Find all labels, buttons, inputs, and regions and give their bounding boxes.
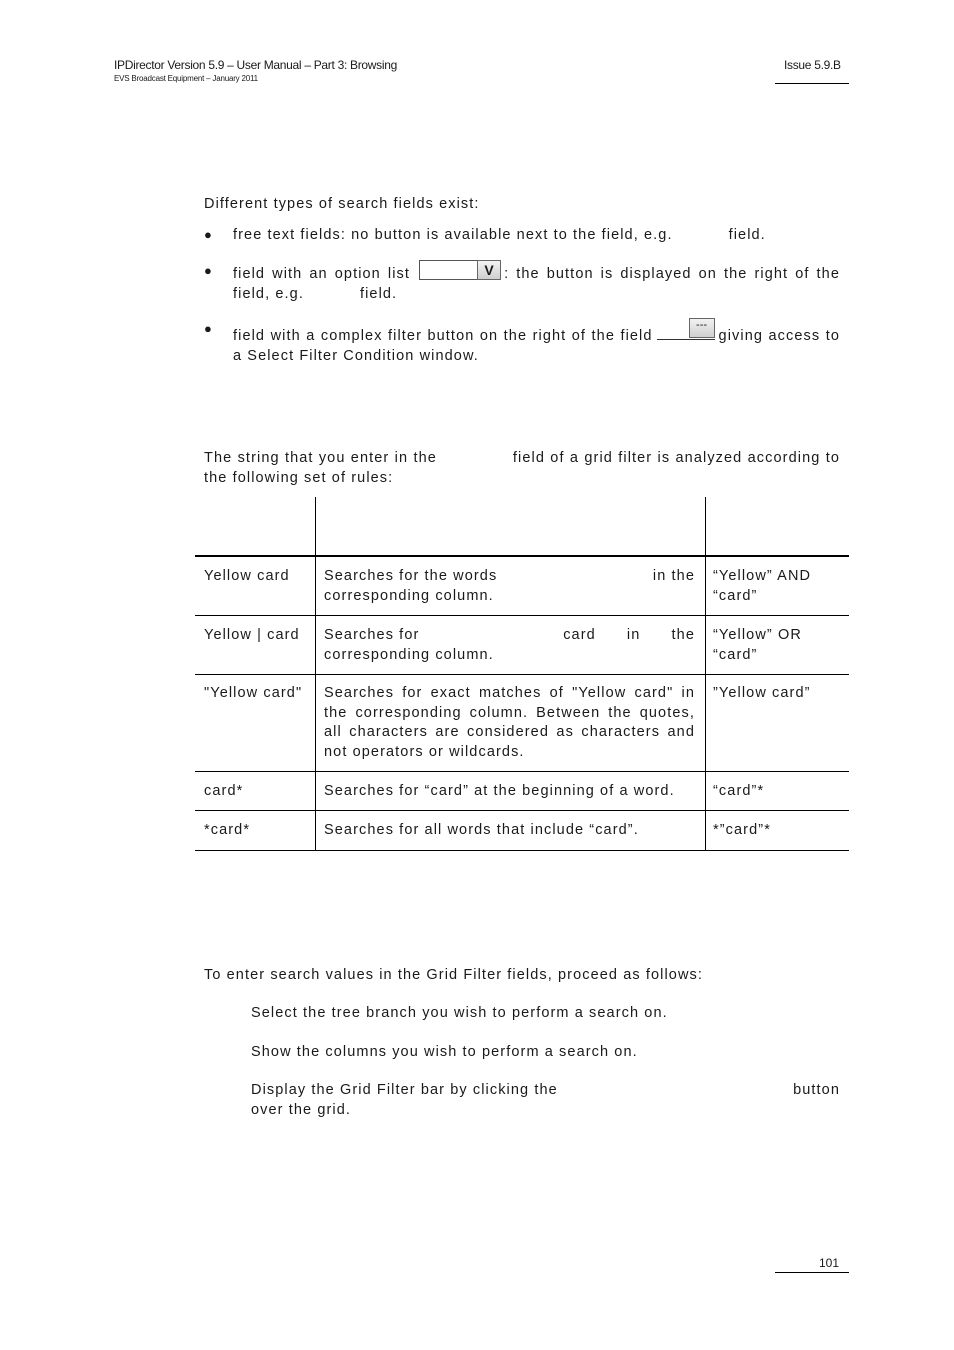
bullet-option-list-post: : the button is displayed on the right of the field, e.g.: [233, 266, 841, 302]
header-issue: Issue 5.9.B: [784, 58, 841, 72]
bullet-option-list: [233, 262, 840, 304]
bullet-free-text: [233, 226, 840, 246]
rule-input: *card*: [204, 822, 251, 838]
procedure-step: Select the tree branch you wish to perform a search on.: [251, 1005, 668, 1021]
rule-description: [324, 567, 695, 606]
bullet-icon: ●: [204, 321, 212, 336]
rule-description: Searches for exact matches of "Yellow card" in the corresponding column. Between the quotes, all characters are considered as characters and not operators or wildcards.: [324, 685, 695, 760]
bullet-complex-filter-pre: field with a complex filter button on the right of the field: [233, 328, 653, 344]
footer-rule: [775, 1272, 849, 1273]
rule-description-pre: Searches for the words: [324, 568, 498, 584]
complex-filter-field-icon: [657, 320, 715, 342]
rules-intro: [204, 449, 840, 488]
complex-filter-button-icon: ---: [689, 318, 715, 338]
bullet-option-list-pre: field with an option list: [233, 266, 411, 282]
rule-example: *”card”*: [713, 822, 771, 838]
procedure-step: Show the columns you wish to perform a search on.: [251, 1044, 638, 1060]
procedure-step-line2: over the grid.: [251, 1101, 352, 1118]
table-row-divider: [195, 674, 849, 675]
bullet-icon: ●: [204, 227, 212, 242]
procedure-intro: To enter search values in the Grid Filter fields, proceed as follows:: [204, 967, 704, 983]
rule-description-post: corresponding column.: [324, 587, 494, 604]
rule-input: Yellow card: [204, 568, 290, 584]
rule-example: “Yellow” OR “card”: [713, 627, 802, 663]
search-fields-intro: Different types of search fields exist:: [204, 196, 480, 212]
rule-example: “card”*: [713, 783, 765, 799]
table-row-divider: [195, 810, 849, 811]
table-header-rule: [195, 555, 849, 557]
procedure-step-post: button: [793, 1082, 840, 1098]
rule-description-pre: Searches for: [324, 627, 420, 643]
header-title: IPDirector Version 5.9 – User Manual – Part 3: Browsing: [114, 58, 397, 72]
rule-description-post: corresponding column.: [324, 646, 494, 663]
bullet-free-text-label: free text fields: no button is available next to the field, e.g.: [233, 227, 673, 243]
rule-description: Searches for all words that include “card”.: [324, 822, 639, 838]
rules-intro-post: field of a grid filter is analyzed according to the following set of rules:: [204, 450, 841, 486]
page-number: 101: [819, 1256, 840, 1270]
rule-example: “Yellow” AND “card”: [713, 568, 812, 604]
rule-description-mid: card in the: [563, 627, 695, 643]
table-row-divider: [195, 771, 849, 772]
rule-example: ”Yellow card”: [713, 685, 811, 701]
header-rule: [775, 83, 849, 84]
bullet-free-text-tail: field.: [728, 227, 766, 243]
option-list-field-icon: [419, 262, 501, 282]
procedure-step-pre: Display the Grid Filter bar by clicking the: [251, 1082, 558, 1098]
rule-description: [324, 626, 695, 665]
table-bottom-rule: [195, 850, 849, 851]
bullet-option-list-tail: field.: [359, 285, 398, 302]
rule-input: Yellow | card: [204, 627, 300, 643]
procedure-step: [251, 1081, 840, 1120]
rule-description-mid: in the: [652, 568, 695, 584]
rule-input: card*: [204, 783, 244, 799]
bullet-complex-filter-post: giving access to a Select Filter Condition window.: [233, 328, 840, 364]
option-list-button-icon: V: [477, 260, 501, 280]
rule-input: "Yellow card": [204, 685, 303, 701]
header-subtitle: EVS Broadcast Equipment – January 2011: [114, 74, 258, 83]
bullet-icon: ●: [204, 263, 212, 278]
table-row-divider: [195, 615, 849, 616]
rules-intro-pre: The string that you enter in the: [204, 450, 437, 466]
bullet-complex-filter: [233, 320, 840, 366]
rule-description: Searches for “card” at the beginning of a word.: [324, 783, 675, 799]
